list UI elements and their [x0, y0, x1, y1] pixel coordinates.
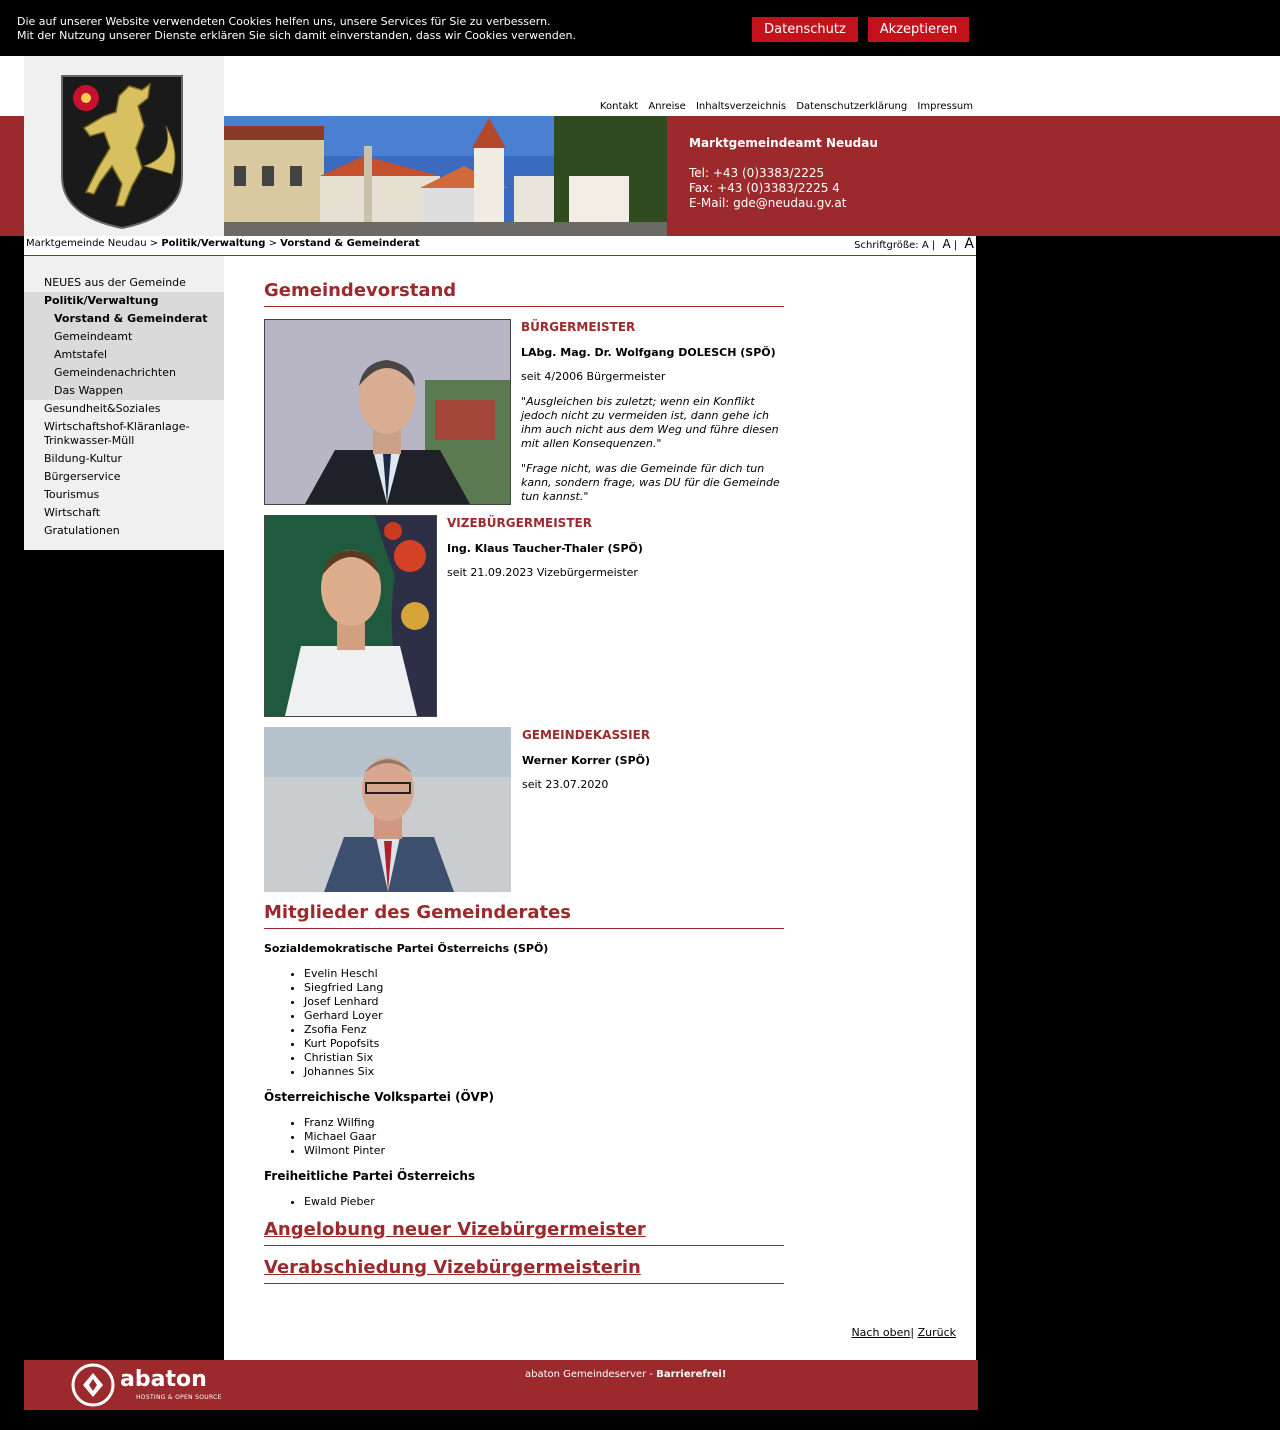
privacy-button[interactable]: Datenschutz — [752, 17, 858, 42]
nav-item-wirtschaft[interactable]: Wirtschaft — [44, 506, 101, 519]
link-angelobung[interactable]: Angelobung neuer Vizebürgermeister — [264, 1219, 646, 1240]
contact-email[interactable]: E-Mail: gde@neudau.gv.at — [689, 196, 847, 210]
cookie-banner — [0, 0, 1280, 56]
breadcrumb-bar — [24, 236, 976, 256]
font-size-control — [854, 236, 974, 252]
font-size-separator: | — [953, 240, 958, 251]
list-item: • Franz Wilfing — [304, 1116, 385, 1130]
nav-item-politik[interactable]: Politik/Verwaltung — [44, 294, 159, 307]
font-size-separator: | — [931, 240, 936, 251]
footer-label: abaton Gemeindeserver - — [525, 1369, 654, 1380]
heading-verabschiedung — [264, 1257, 784, 1284]
breadcrumb-politik[interactable]: Politik/Verwaltung — [161, 238, 266, 249]
mayor-quote-1-l2: jedoch nicht zu vermeiden ist, dann gehe ich — [521, 409, 770, 422]
vice-mayor-role: VIZEBÜRGERMEISTER — [447, 516, 592, 530]
nav-item-neues[interactable]: NEUES aus der Gemeinde — [44, 276, 186, 289]
nav-item-wirtschaftshof[interactable] — [44, 420, 189, 448]
coat-of-arms-icon — [24, 56, 224, 236]
nav-item-gratulationen[interactable]: Gratulationen — [44, 524, 120, 537]
mayor-role: BÜRGERMEISTER — [521, 320, 636, 334]
nav-item-wirtschaftshof-line1: Wirtschaftshof-Kläranlage- — [44, 420, 190, 433]
main-content — [224, 256, 976, 1360]
top-links — [593, 101, 973, 112]
contact-fax: Fax: +43 (0)3383/2225 4 — [689, 181, 840, 195]
nav-item-amtstafel[interactable]: Amtstafel — [54, 348, 108, 361]
abaton-logo-word: abaton — [120, 1367, 207, 1392]
list-item: • Johannes Six — [304, 1065, 383, 1079]
mayor-quote-1: "Ausgleichen bis zuletzt; wenn ein Konflikt jedoch nicht zu vermeiden ist, dann gehe ich ihm auch nicht aus dem Weg und führe diesen mit allen Konsequenzen." — [521, 395, 779, 450]
accept-cookies-button[interactable]: Akzeptieren — [868, 17, 969, 42]
list-item: • Ewald Pieber — [304, 1195, 375, 1209]
link-datenschutzerklaerung[interactable]: Datenschutzerklärung — [796, 101, 908, 112]
cookie-line-1: Die auf unserer Website verwendeten Cookies helfen uns, unsere Services für Sie zu verbessern. — [17, 15, 551, 28]
list-item: • Evelin Heschl — [304, 967, 383, 981]
list-item: • Josef Lenhard — [304, 995, 383, 1009]
header-photo — [224, 116, 667, 236]
mayor-quote-1-l1: Ausgleichen bis zuletzt; wenn ein Konflikt — [526, 395, 755, 408]
link-anreise[interactable]: Anreise — [648, 101, 686, 112]
nav-item-vorstand[interactable]: Vorstand & Gemeinderat — [54, 312, 208, 325]
nav-item-gemeindeamt[interactable]: Gemeindeamt — [54, 330, 133, 343]
cashier-role: GEMEINDEKASSIER — [522, 728, 651, 742]
font-size-medium[interactable]: A — [942, 237, 951, 251]
font-size-label: Schriftgröße: — [854, 240, 919, 251]
mayor-quote-2-l1: Frage nicht, was die Gemeinde für dich tun — [526, 462, 765, 475]
list-item: • Michael Gaar — [304, 1130, 385, 1144]
cashier-since: seit 23.07.2020 — [522, 778, 609, 791]
cookie-line-2: Mit der Nutzung unserer Dienste erklären Sie sich damit einverstanden, dass wir Cookies verwenden. — [17, 29, 576, 42]
link-inhaltsverzeichnis[interactable]: Inhaltsverzeichnis — [695, 101, 787, 112]
cashier-name: Werner Korrer (SPÖ) — [522, 754, 651, 767]
nav-item-bildung[interactable]: Bildung-Kultur — [44, 452, 123, 465]
party-oevp: Österreichische Volkspartei (ÖVP) — [264, 1090, 495, 1104]
vice-mayor-since: seit 21.09.2023 Vizebürgermeister — [447, 566, 638, 579]
breadcrumb-home[interactable]: Marktgemeinde Neudau — [26, 238, 147, 249]
cashier-photo — [264, 727, 511, 892]
list-item: • Siegfried Lang — [304, 981, 383, 995]
back-to-top-link[interactable]: Nach oben — [851, 1326, 911, 1339]
nav-item-tourismus[interactable]: Tourismus — [44, 488, 100, 501]
mayor-quote-2: "Frage nicht, was die Gemeinde für dich tun kann, sondern frage, was DU für die Gemeinde tun kannst." — [521, 462, 780, 503]
mayor-quote-2-l3: tun kannst. — [521, 490, 584, 503]
link-kontakt[interactable]: Kontakt — [599, 101, 639, 112]
footer — [24, 1360, 978, 1410]
vice-mayor-name: Ing. Klaus Taucher-Thaler (SPÖ) — [447, 542, 643, 555]
list-item: • Christian Six — [304, 1051, 383, 1065]
party-spoe: Sozialdemokratische Partei Österreichs (SPÖ) — [264, 942, 549, 955]
back-link[interactable]: Zurück — [917, 1326, 956, 1339]
member-list-fpoe — [264, 1195, 375, 1209]
list-item: • Kurt Popofsits — [304, 1037, 383, 1051]
nav-item-gesundheit[interactable]: Gesundheit&Soziales — [44, 402, 161, 415]
mayor-quote-1-l3: ihm auch nicht aus dem Weg und führe diesen — [521, 423, 779, 436]
list-item: • Wilmont Pinter — [304, 1144, 385, 1158]
footer-text — [525, 1369, 726, 1380]
contact-title: Marktgemeindeamt Neudau — [689, 136, 878, 150]
party-fpoe: Freiheitliche Partei Österreichs — [264, 1169, 476, 1183]
mayor-quote-1-l4: mit allen Konsequenzen. — [521, 437, 657, 450]
sidebar-nav — [24, 256, 224, 550]
link-impressum[interactable]: Impressum — [917, 101, 973, 112]
breadcrumb-current: Vorstand & Gemeinderat — [280, 238, 420, 249]
coat-of-arms[interactable] — [24, 56, 224, 236]
font-size-small[interactable]: A — [921, 240, 929, 251]
contact-box — [689, 136, 878, 211]
page-navigation: Nach oben| Zurück — [851, 1326, 956, 1339]
nav-item-buergerservice[interactable]: Bürgerservice — [44, 470, 121, 483]
heading-gemeinderat: Mitglieder des Gemeinderates — [264, 902, 784, 929]
member-list-oevp — [264, 1116, 385, 1158]
heading-gemeindevorstand: Gemeindevorstand — [264, 280, 784, 307]
member-list-spoe — [264, 967, 383, 1079]
list-item: • Zsofia Fenz — [304, 1023, 383, 1037]
breadcrumb-separator: > — [149, 238, 159, 249]
list-item: • Gerhard Loyer — [304, 1009, 383, 1023]
font-size-large[interactable]: A — [964, 236, 974, 252]
mayor-quote-2-l2: kann, sondern frage, was DU für die Gemeinde — [521, 476, 780, 489]
vice-mayor-photo — [264, 515, 437, 717]
breadcrumb — [26, 238, 420, 249]
nav-item-gemeindenachrichten[interactable]: Gemeindenachrichten — [54, 366, 176, 379]
nav-item-wappen[interactable]: Das Wappen — [54, 384, 124, 397]
footer-barrierefrei[interactable]: Barrierefrei! — [656, 1369, 727, 1380]
heading-angelobung — [264, 1219, 784, 1246]
mayor-photo — [264, 319, 511, 505]
mayor-name: LAbg. Mag. Dr. Wolfgang DOLESCH (SPÖ) — [521, 346, 776, 359]
abaton-logo-sub: HOSTING & OPEN SOURCE — [136, 1394, 222, 1401]
nav-item-wirtschaftshof-line2: Trinkwasser-Müll — [44, 434, 135, 447]
mayor-since: seit 4/2006 Bürgermeister — [521, 370, 666, 383]
breadcrumb-separator: > — [268, 238, 277, 249]
cookie-message — [17, 15, 576, 43]
link-verabschiedung[interactable]: Verabschiedung Vizebürgermeisterin — [264, 1257, 641, 1278]
contact-tel: Tel: +43 (0)3383/2225 — [689, 166, 825, 180]
